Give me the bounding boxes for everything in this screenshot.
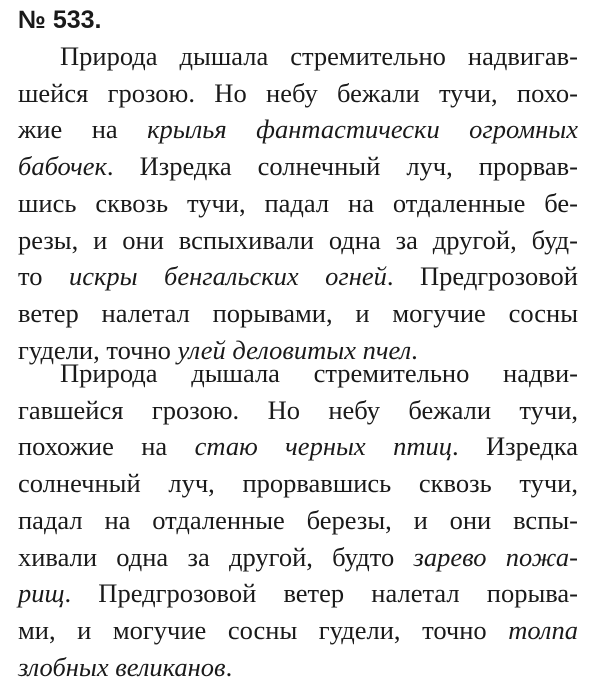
paragraph-2-line [18, 502, 578, 539]
paragraph-2-line [18, 392, 578, 429]
paragraph-2-line [18, 539, 578, 576]
paragraph-2-line [18, 465, 578, 502]
paragraph-2-line [60, 355, 578, 392]
italic-phrase: толпа [508, 614, 578, 645]
italic-phrase: стаю черных птиц [194, 431, 452, 462]
text-run: . Предгрозовой [386, 261, 578, 292]
italic-phrase: злобных великанов [18, 651, 226, 682]
text-run: шись сквозь тучи, падал на отдаленные бе- [18, 187, 578, 218]
text-run: резы, и они вспыхивали одна за другой, буд- [18, 224, 578, 255]
text-run: . Изредка [451, 431, 578, 462]
paragraph-1-line [18, 185, 578, 222]
text-run: гудели, точно [18, 334, 178, 365]
text-run: Природа дышала стремительно надви- [60, 358, 578, 388]
paragraph-1-line [18, 222, 578, 259]
italic-phrase: зарево пожа- [413, 541, 578, 572]
italic-phrase: рищ [18, 578, 65, 609]
text-run: падал на отдаленные березы, и они вспы- [18, 504, 578, 535]
italic-phrase: бабочек [18, 151, 107, 182]
text-run: . [411, 334, 418, 365]
paragraph-2-line [18, 428, 578, 465]
text-run: . Предгрозовой ветер налетал порыва- [64, 578, 578, 609]
paragraph-1-line [60, 38, 578, 75]
italic-phrase: крылья фантастически огромных [147, 114, 579, 145]
exercise-number: № 533. [18, 6, 102, 34]
paragraph-2-line [18, 575, 578, 612]
italic-phrase: искры бенгальских огней [68, 261, 387, 292]
text-run: солнечный луч, прорвавшись сквозь тучи, [18, 468, 578, 499]
text-run: жие на [18, 114, 148, 145]
paragraph-1-line [18, 295, 578, 332]
text-run: то [18, 261, 69, 292]
text-run: похожие на [18, 431, 195, 462]
text-run: шейся грозою. Но небу бежали тучи, похо- [18, 77, 578, 108]
text-run: гавшейся грозою. Но небу бежали тучи, [18, 394, 578, 425]
paragraph-2-line [18, 649, 578, 686]
paragraph-1-line [18, 75, 578, 112]
text-run: ми, и могучие сосны гудели, точно [18, 614, 509, 645]
paragraph-1-line [18, 258, 578, 295]
text-run: . Изредка солнечный луч, прорвав- [106, 151, 578, 182]
text-run: . [225, 651, 233, 682]
paragraph-2-line [18, 612, 578, 649]
text-run: хивали одна за другой, будто [18, 541, 414, 572]
italic-phrase: улей деловитых пчел [177, 334, 412, 365]
paragraph-1-line [18, 148, 578, 185]
text-run: ветер налетал порывами, и могучие сосны [18, 297, 578, 328]
text-run: Природа дышала стремительно надвигав- [60, 41, 578, 71]
paragraph-1-line [18, 111, 578, 148]
